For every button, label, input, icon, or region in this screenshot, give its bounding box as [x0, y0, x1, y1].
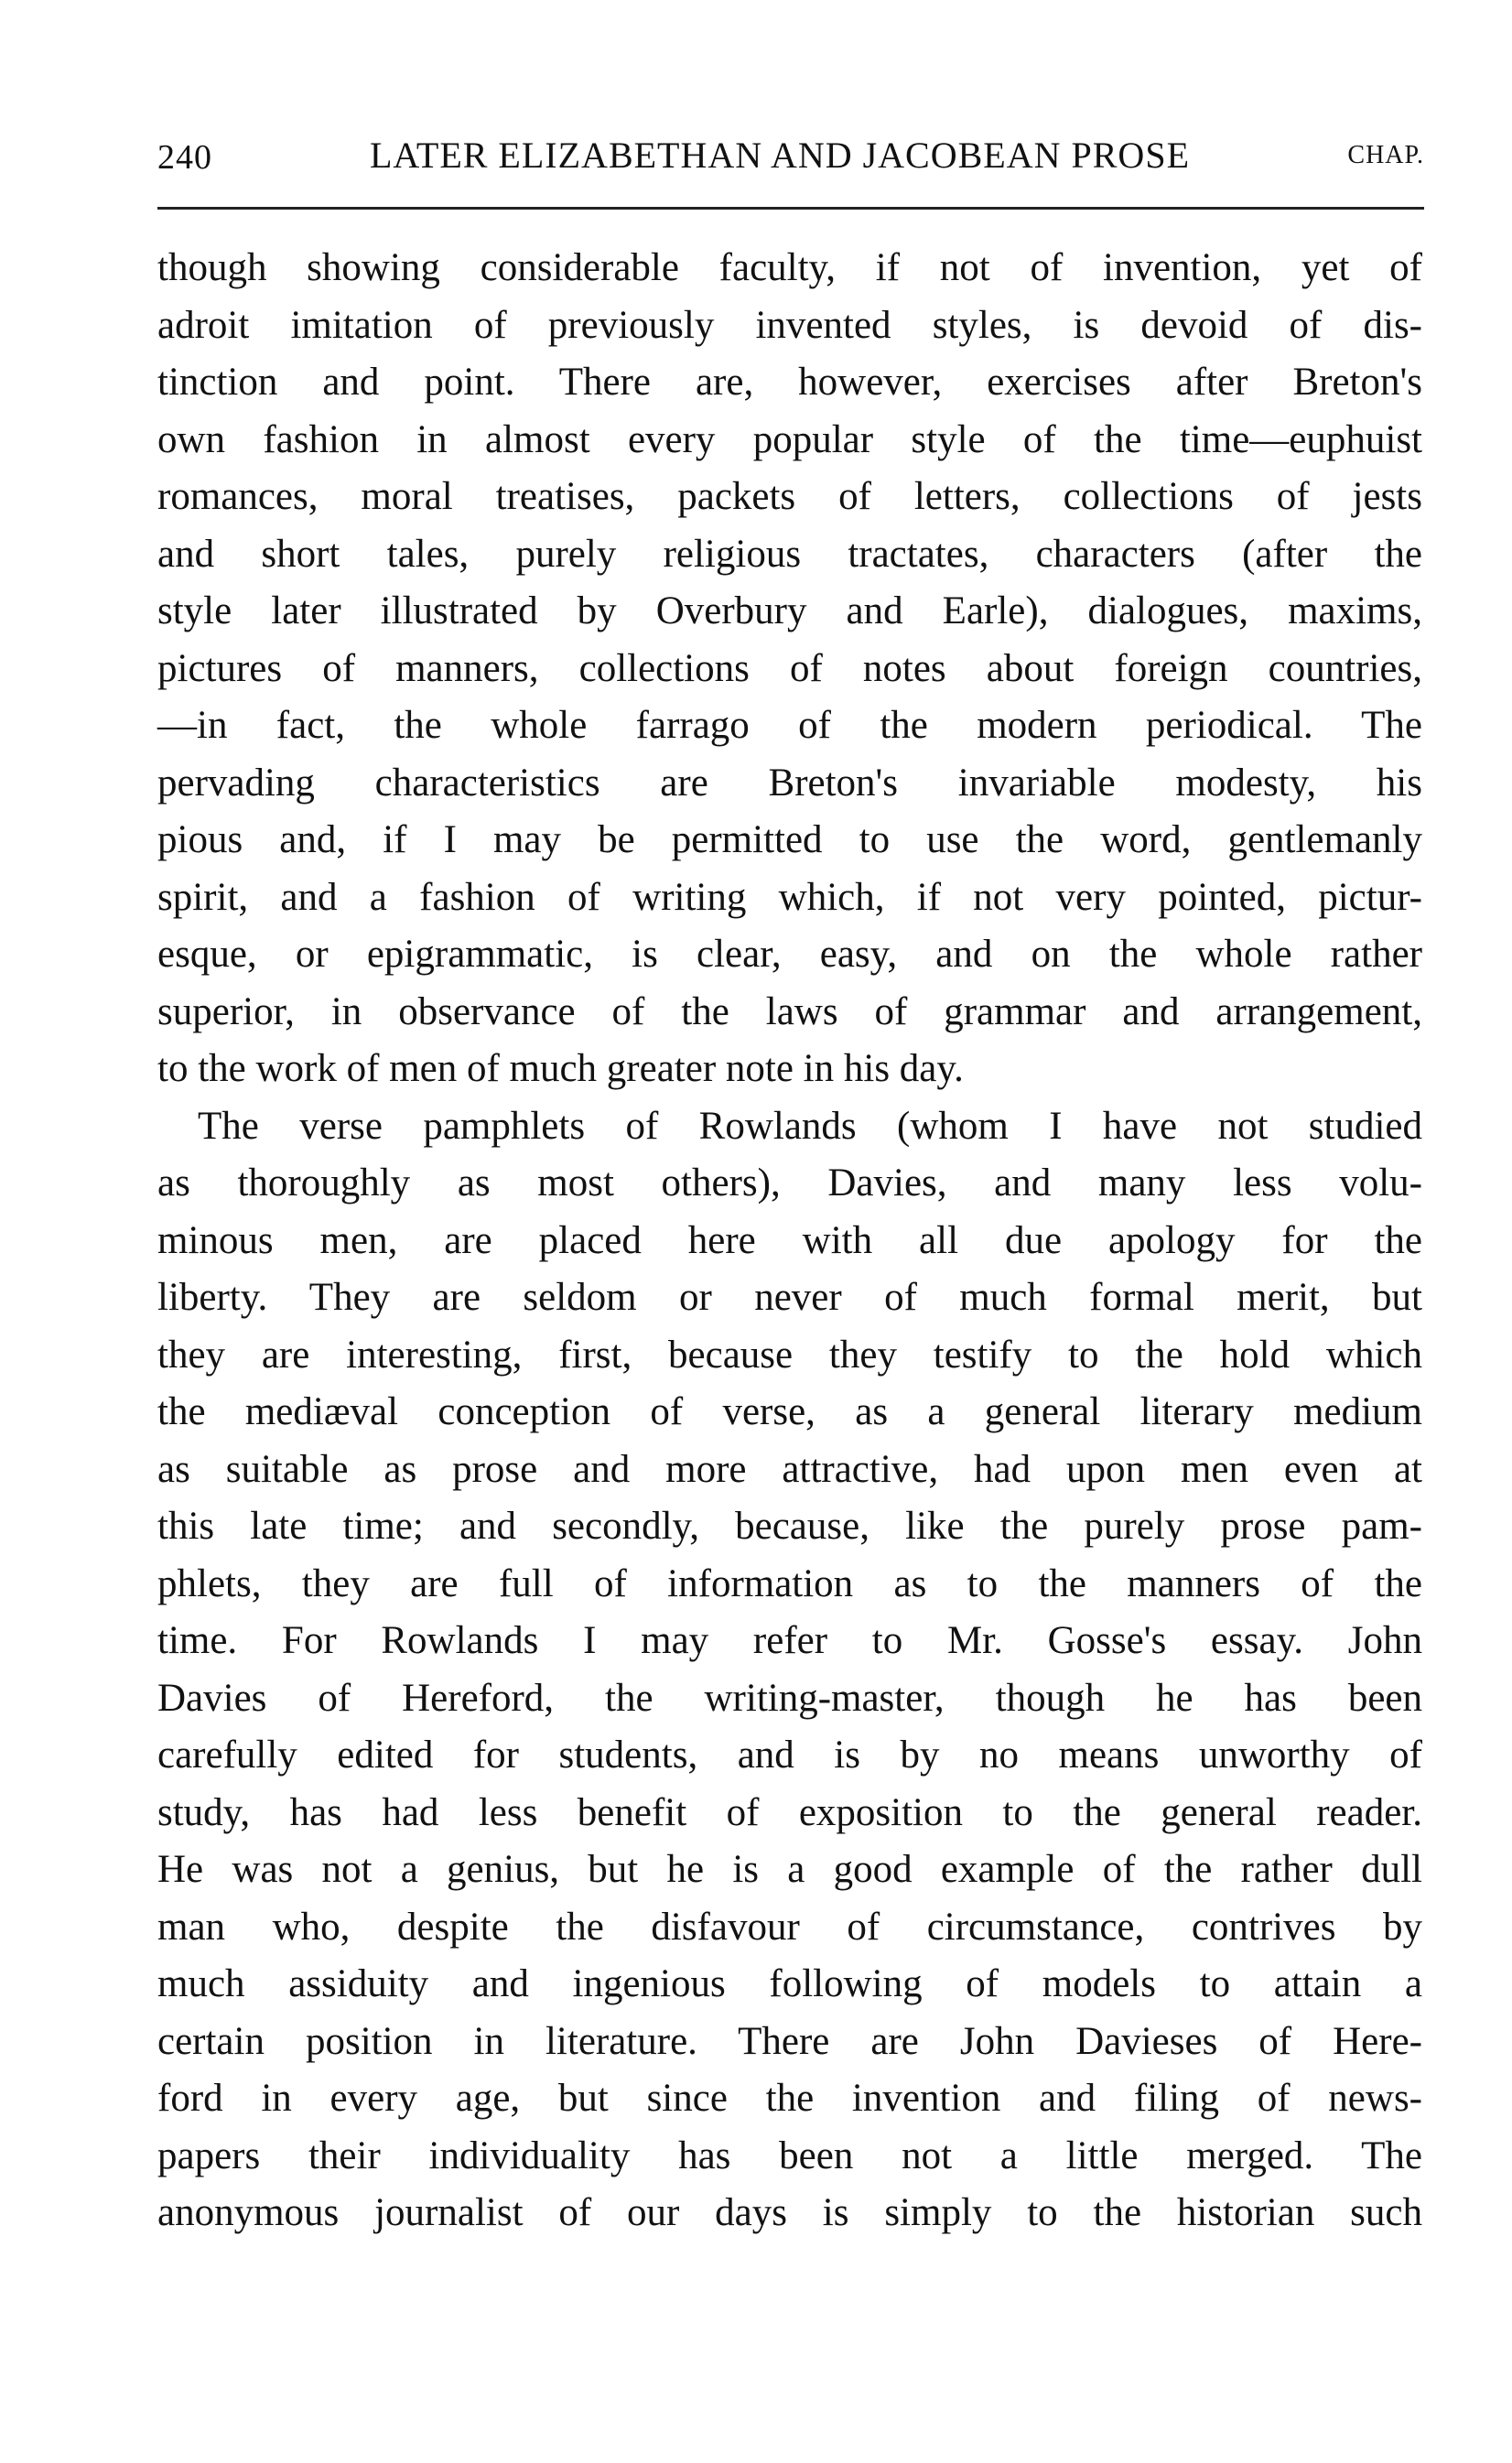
- text-line: liberty. They are seldom or never of much formal merit, but: [157, 1276, 1422, 1319]
- text-line: to the work of men of much greater note in his day.: [157, 1047, 964, 1090]
- paragraph: [157, 240, 1422, 1098]
- text-line: man who, despite the disfavour of circumstance, contrives by: [157, 1905, 1422, 1949]
- header-rule: [157, 207, 1424, 210]
- text-line: they are interesting, first, because they testify to the hold which: [157, 1333, 1422, 1377]
- text-line: —in fact, the whole farrago of the modern periodical. The: [157, 704, 1422, 747]
- running-header: [157, 128, 1424, 183]
- text-line: pictures of manners, collections of notes about foreign countries,: [157, 646, 1422, 690]
- text-line: Davies of Hereford, the writing-master, though he has been: [157, 1676, 1422, 1720]
- text-line: ford in every age, but since the invention and filing of news-: [157, 2077, 1422, 2120]
- text-line: study, has had less benefit of exposition to the general reader.: [157, 1790, 1422, 1834]
- text-line: this late time; and secondly, because, like the purely prose pam-: [157, 1505, 1422, 1548]
- text-line: much assiduity and ingenious following of models to attain a: [157, 1962, 1422, 2005]
- text-line: He was not a genius, but he is a good example of the rather dull: [157, 1848, 1422, 1891]
- body-text: [157, 240, 1422, 2242]
- chapter-label: CHAP.: [1347, 141, 1424, 169]
- text-line: The verse pamphlets of Rowlands (whom I have not studied: [198, 1104, 1422, 1148]
- text-line: as thoroughly as most others), Davies, and many less volu-: [157, 1161, 1422, 1204]
- text-line: papers their individuality has been not a little merged. The: [157, 2134, 1422, 2177]
- text-line: anonymous journalist of our days is simply to the historian such: [157, 2191, 1422, 2234]
- page-number: 240: [157, 138, 212, 177]
- text-line: superior, in observance of the laws of grammar and arrangement,: [157, 989, 1422, 1033]
- text-line: time. For Rowlands I may refer to Mr. Gosse's essay. John: [157, 1619, 1422, 1662]
- running-title: LATER ELIZABETHAN AND JACOBEAN PROSE: [370, 135, 1190, 176]
- text-line: own fashion in almost every popular style of the time—euphuist: [157, 417, 1422, 461]
- text-line: the mediæval conception of verse, as a general literary medium: [157, 1390, 1422, 1433]
- text-line: as suitable as prose and more attractive, had upon men even at: [157, 1447, 1422, 1491]
- text-line: romances, moral treatises, packets of letters, collections of jests: [157, 475, 1422, 518]
- text-line: and short tales, purely religious tractates, characters (after the: [157, 532, 1422, 576]
- text-line: certain position in literature. There are John Davieses of Here-: [157, 2019, 1422, 2063]
- paragraph: [157, 1098, 1422, 2242]
- text-line: esque, or epigrammatic, is clear, easy, and on the whole rather: [157, 933, 1422, 976]
- text-line: phlets, they are full of information as to the manners of the: [157, 1561, 1422, 1605]
- text-line: minous men, are placed here with all due apology for the: [157, 1218, 1422, 1262]
- text-line: tinction and point. There are, however, exercises after Breton's: [157, 361, 1422, 404]
- text-line: pervading characteristics are Breton's invariable modesty, his: [157, 761, 1422, 805]
- text-line: spirit, and a fashion of writing which, if not very pointed, pictur-: [157, 875, 1422, 919]
- text-line: pious and, if I may be permitted to use the word, gentlemanly: [157, 818, 1422, 861]
- text-line: adroit imitation of previously invented styles, is devoid of dis-: [157, 303, 1422, 347]
- text-line: carefully edited for students, and is by no means unworthy of: [157, 1734, 1422, 1777]
- text-line: style later illustrated by Overbury and Earle), dialogues, maxims,: [157, 589, 1422, 632]
- text-line: though showing considerable faculty, if not of invention, yet of: [157, 246, 1422, 289]
